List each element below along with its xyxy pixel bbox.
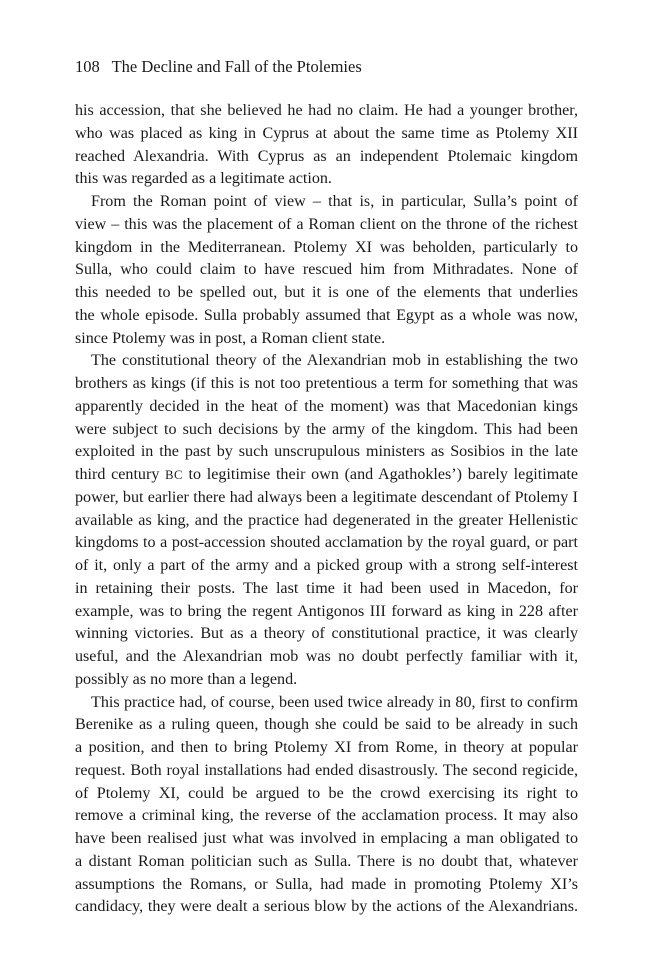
text-line: of it, only a part of the army and a picked group with a strong self-interest bbox=[75, 557, 578, 574]
text-line: power, but earlier there had always been a legitimate descendant of Ptolemy I bbox=[75, 488, 578, 506]
text-line: have been realised just what was involved in emplacing a man obligated to bbox=[75, 830, 578, 847]
text-line: this needed to be spelled out, but it is one of the elements that underlies bbox=[75, 284, 578, 301]
text-line: This practice had, of course, been used twice already in 80, first to confirm bbox=[91, 693, 578, 711]
text-line: available as king, and the practice had degenerated in the greater Hellenistic bbox=[75, 511, 578, 529]
text-line: a distant Roman politician such as Sulla. There is no doubt that, whatever bbox=[75, 852, 578, 870]
text-line: this was regarded as a legitimate action. bbox=[75, 170, 332, 188]
text-line: remove a criminal king, the reverse of the acclamation process. It may also bbox=[75, 807, 578, 825]
text-line: his accession, that she believed he had no claim. He had a younger brother, bbox=[75, 102, 578, 119]
text-line: view – this was the placement of a Roman client on the throne of the richest bbox=[75, 215, 578, 233]
text-line: third century BC to legitimise their own (and Agathokles’) barely legitimate bbox=[75, 466, 578, 483]
text-line: Berenike as a ruling queen, though she could be said to be already in such bbox=[75, 716, 578, 734]
text-line: brothers as kings (if this is not too pretentious a term for something that was bbox=[75, 375, 578, 392]
text-line: request. Both royal installations had ended disastrously. The second regicide, bbox=[75, 761, 578, 779]
text-line: assumptions the Romans, or Sulla, had made in promoting Ptolemy XI’s bbox=[75, 875, 578, 893]
text-line: apparently decided in the heat of the moment) was that Macedonian kings bbox=[75, 397, 578, 415]
text-line: a position, and then to bring Ptolemy XI from Rome, in theory at popular bbox=[75, 739, 578, 756]
running-title: The Decline and Fall of the Ptolemies bbox=[111, 57, 362, 76]
running-head bbox=[75, 56, 362, 78]
text-line: useful, and the Alexandrian mob was no doubt perfectly familiar with it, bbox=[75, 648, 578, 665]
text-line: of Ptolemy XI, could be argued to be the crowd exercising its right to bbox=[75, 784, 578, 802]
text-line: example, was to bring the regent Antigonos III forward as king in 228 after bbox=[75, 602, 578, 620]
text-line: The constitutional theory of the Alexandrian mob in establishing the two bbox=[91, 352, 578, 370]
text-line: exploited in the past by such unscrupulous ministers as Sosibios in the late bbox=[75, 443, 578, 461]
text-line: since Ptolemy was in post, a Roman client state. bbox=[75, 329, 386, 347]
text-line: winning victories. But as a theory of constitutional practice, it was clearly bbox=[75, 625, 578, 643]
page-number: 108 bbox=[75, 57, 100, 76]
text-line: Sulla, who could claim to have rescued him from Mithradates. None of bbox=[75, 261, 578, 279]
text-line: kingdom in the Mediterranean. Ptolemy XI was beholden, particularly to bbox=[75, 238, 578, 256]
body-text bbox=[75, 100, 578, 919]
text-line: the whole episode. Sulla probably assumed that Egypt as a whole was now, bbox=[75, 306, 578, 324]
text-line: From the Roman point of view – that is, in particular, Sulla’s point of bbox=[91, 193, 578, 210]
text-line: kingdoms to a post-accession shouted acclamation by the royal guard, or part bbox=[75, 534, 578, 552]
text-line: possibly as no more than a legend. bbox=[75, 670, 298, 688]
text-line: reached Alexandria. With Cyprus as an independent Ptolemaic kingdom bbox=[75, 147, 578, 165]
text-line: were subject to such decisions by the army of the kingdom. This had been bbox=[75, 420, 578, 438]
text-line: who was placed as king in Cyprus at about the same time as Ptolemy XII bbox=[75, 124, 578, 142]
text-line: in retaining their posts. The last time it had been used in Macedon, for bbox=[75, 579, 578, 597]
text-line: candidacy, they were dealt a serious blow by the actions of the Alexandrians. bbox=[75, 898, 578, 916]
